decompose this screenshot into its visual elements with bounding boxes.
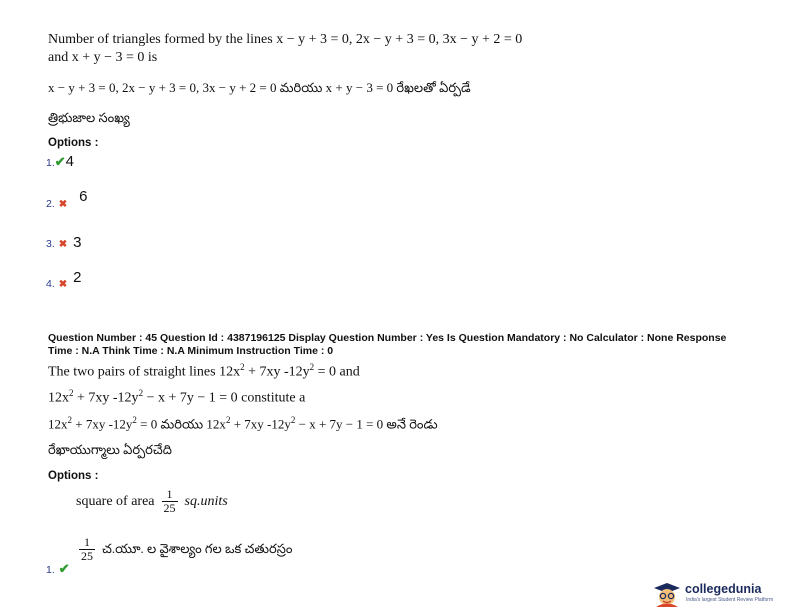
q44-option-2[interactable] — [46, 188, 88, 212]
fraction: $\frac{1}{25}$ — [163, 487, 176, 515]
q45-text-line1: The two pairs of straight lines $12x^2 + 7xy$ $-12y^2 = 0$ and — [48, 362, 360, 380]
mascot-icon — [651, 580, 683, 608]
option-text: square of area — [76, 494, 155, 510]
option-number: 2. — [46, 198, 55, 210]
wrong-cross-icon: ✖ — [58, 279, 68, 290]
option-unit: sq.units — [184, 494, 228, 510]
correct-tick-icon: ✔ — [54, 154, 66, 169]
option-number: 1. — [46, 564, 55, 576]
option-text-telugu: చ.యూ. ల వైశాల్యం గల ఒక చతురస్రం — [102, 541, 293, 557]
q45-option-1-telugu[interactable] — [76, 536, 292, 563]
option-number: 3. — [46, 238, 55, 250]
q45-text-line2: $12x^2 + 7xy$ $-12y^2 - x + 7y - 1 = 0$ constitute a — [48, 388, 306, 406]
q44-options-label: Options : — [48, 137, 99, 149]
option-number: 4. — [46, 278, 55, 290]
q45-meta-line2: Time : N.A Think Time : N.A Minimum Instruction Time : 0 — [48, 345, 334, 357]
option-value: 2 — [73, 269, 82, 286]
brand-name: collegedunia — [685, 582, 762, 596]
option-value: 3 — [73, 234, 82, 251]
q45-telugu-line2: రేఖాయుగ్మాలు ఏర్పరచేది — [48, 442, 172, 457]
q44-text-line1: Number of triangles formed by the lines x − y + 3 = 0, 2x − y + 3 = 0, 3x − y + 2 = 0 — [48, 32, 523, 47]
q44-option-1[interactable] — [46, 153, 74, 171]
wrong-cross-icon: ✖ — [58, 199, 68, 210]
q45-meta-line1: Question Number : 45 Question Id : 4387196125 Display Question Number : Yes Is Question Mandatory : No Calculator : None Response — [48, 332, 727, 344]
option-value: 4 — [65, 153, 75, 170]
collegedunia-logo — [651, 580, 789, 608]
q45-option-1-english[interactable] — [76, 488, 228, 515]
q44-option-4[interactable] — [46, 269, 82, 292]
brand-tagline: India's largest Student Review Platform — [686, 597, 774, 603]
q45-telugu-line1: $12x^2 + 7xy$ $-12y^2 = 0$ మరియు $12x^2 + 7xy$ $-12y^2 - x + 7y - 1 = 0$ అనే రెండు — [48, 415, 438, 432]
q45-options-label: Options : — [48, 470, 99, 482]
q44-telugu-line1: x − y + 3 = 0, 2x − y + 3 = 0, 3x − y + 2 = 0 మరియు x + y − 3 = 0 రేఖలతో ఏర్పడే — [48, 80, 471, 95]
q44-text-line2: and x + y − 3 = 0 is — [48, 50, 158, 65]
wrong-cross-icon: ✖ — [58, 239, 68, 250]
option-number: 1. — [46, 157, 55, 169]
q45-option-1-marker — [46, 560, 70, 578]
option-value: 6 — [79, 188, 88, 205]
q44-option-3[interactable] — [46, 234, 82, 252]
fraction: $\frac{1}{25}$ — [81, 535, 93, 563]
correct-tick-icon: ✔ — [58, 561, 70, 576]
q44-telugu-line2: త్రిభుజాల సంఖ్య — [48, 110, 130, 125]
